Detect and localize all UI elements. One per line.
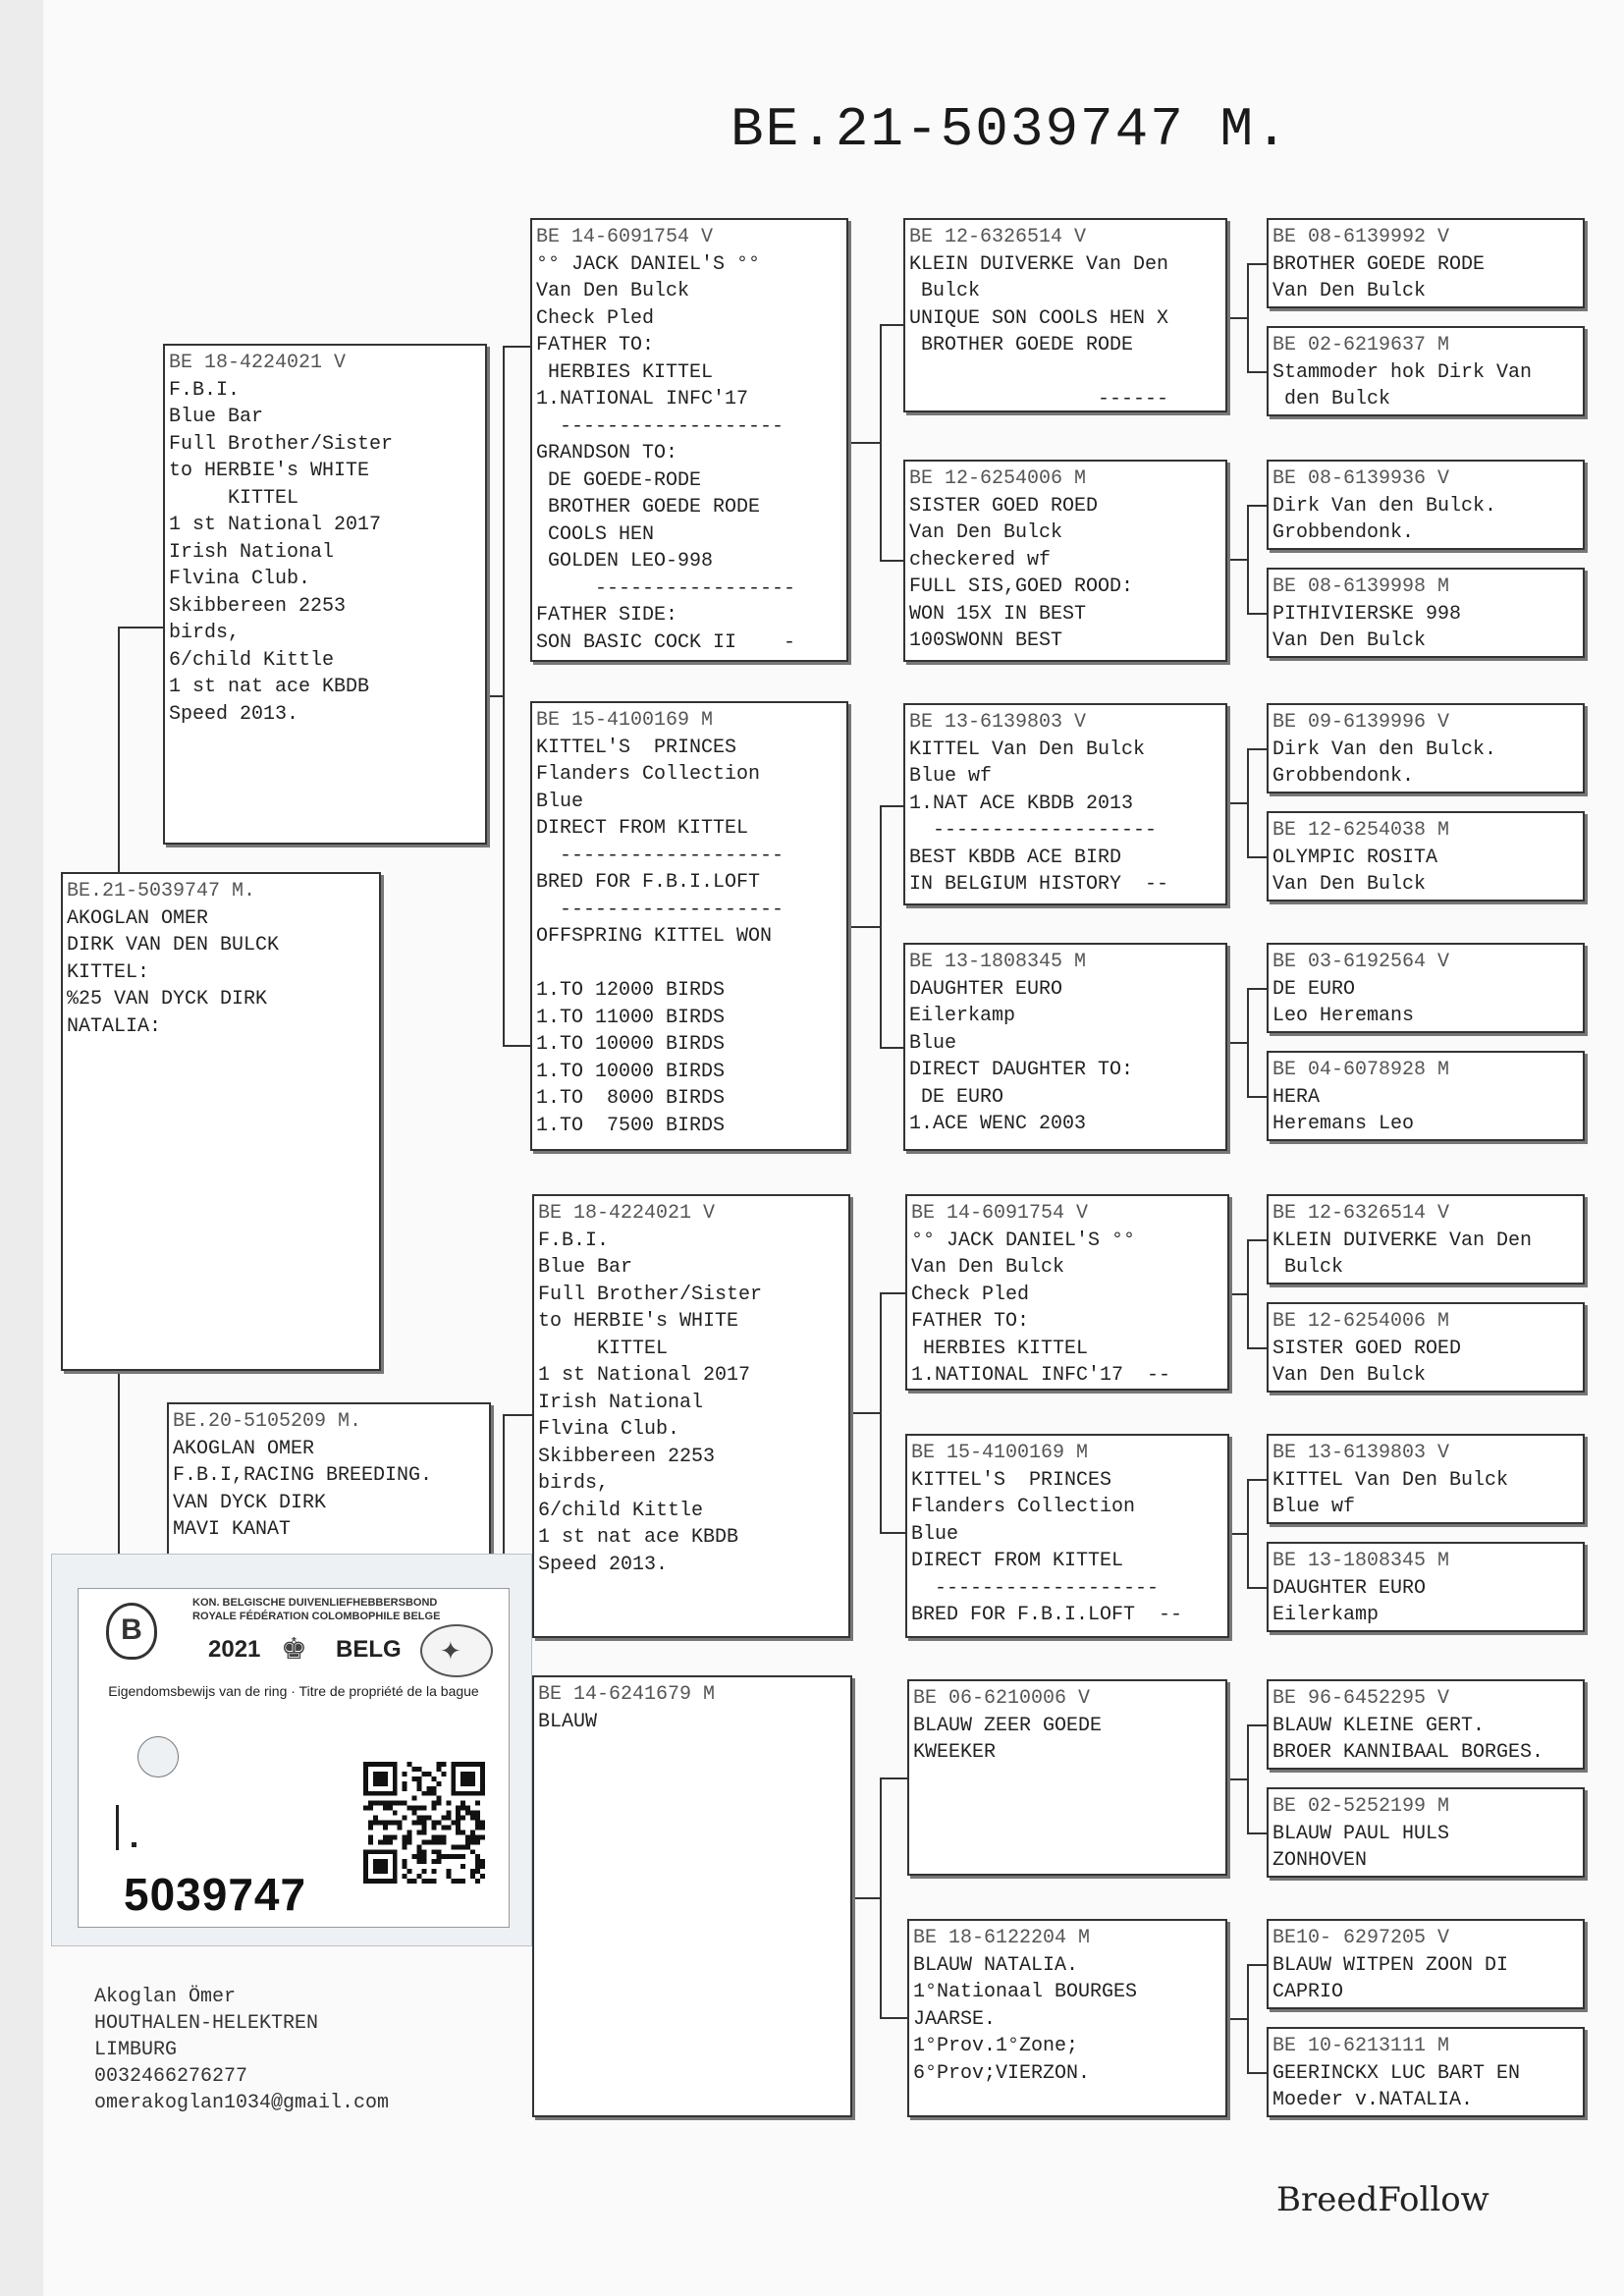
pigeon-info-line: KITTEL Van Den Bulck (909, 738, 1146, 761)
pigeon-info-line: BLAUW ZEER GOEDE (913, 1714, 1103, 1737)
ring-number-text: BE 12-6254006 M (1272, 1310, 1450, 1333)
connector-line (1247, 1479, 1249, 1587)
pigeon-info-line: AKOGLAN OMER (67, 906, 209, 930)
owner-name: Akoglan Ömer (94, 1986, 237, 2008)
pigeon-info-line: 6/child Kittle (538, 1499, 704, 1522)
pigeon-info-line: PITHIVIERSKE 998 (1272, 602, 1462, 626)
pigeon-card-gen5-11 (1267, 1434, 1585, 1524)
pigeon-info-line: GEERINCKX LUC BART EN (1272, 2061, 1521, 2085)
qr-code-icon (363, 1762, 485, 1884)
connector-line (880, 324, 882, 560)
ring-number-text: BE 09-6139996 V (1272, 711, 1450, 734)
connector-line (503, 346, 530, 348)
punch-hole (137, 1736, 179, 1777)
connector-line (880, 2017, 907, 2019)
pigeon-info-line: NATALIA: (67, 1014, 162, 1038)
ring-country: BELG (336, 1636, 402, 1663)
pigeon-info-line: KITTEL'S PRINCES (536, 736, 737, 759)
pigeon-info-line: DE GOEDE-RODE (536, 468, 702, 492)
ring-number-text: BE 96-6452295 V (1272, 1687, 1450, 1710)
pigeon-info-line: ------------------- (911, 1576, 1160, 1600)
pigeon-info-line: Skibbereen 2253 (169, 594, 347, 618)
pigeon-info-line: BROER KANNIBAAL BORGES. (1272, 1741, 1544, 1764)
ring-number: 5039747 (124, 1869, 307, 1920)
pigeon-info-line (909, 359, 1221, 387)
pigeon-card-ggp-5 (905, 1194, 1229, 1391)
pigeon-info-line: UNIQUE SON COOLS HEN X (909, 306, 1169, 330)
pigeon-info-line: 1°Nationaal BOURGES (913, 1981, 1138, 2003)
pigeon-info-line: Stammoder hok Dirk Van (1272, 360, 1533, 384)
pigeon-info-line: DAUGHTER EURO (1272, 1576, 1427, 1600)
ring-number-text: BE 12-6326514 V (1272, 1202, 1450, 1225)
pigeon-card-gen5-6 (1267, 811, 1585, 902)
pigeon-info-line: ------------------- (536, 898, 785, 921)
kbdb-logo-icon: B (106, 1603, 157, 1660)
pigeon-info-line: 1.TO 7500 BIRDS (536, 1114, 726, 1137)
pigeon-info-line: Blue (536, 790, 584, 813)
pigeon-info-line: Blue (911, 1522, 959, 1546)
ring-number-text: BE 14-6091754 V (536, 226, 714, 248)
pigeon-info-line: KLEIN DUIVERKE Van Den (909, 252, 1169, 276)
pigeon-info-line: Van Den Bulck (1272, 280, 1427, 302)
pigeon-card-gen5-4 (1267, 568, 1585, 658)
pigeon-info-line: Moeder v.NATALIA. (1272, 2089, 1474, 2111)
pigeon-info-line: 1.NATIONAL INFC'17 (536, 388, 749, 410)
pigeon-info-line: KITTEL'S PRINCES (911, 1468, 1112, 1492)
pigeon-info-line: BRED FOR F.B.I.LOFT (536, 871, 761, 894)
connector-line (880, 1292, 882, 1532)
pigeon-info-line: 1.ACE WENC 2003 (909, 1113, 1087, 1135)
pigeon-info-line: %25 VAN DYCK DIRK (67, 988, 268, 1011)
owner-phone: 0032466276277 (94, 2065, 248, 2088)
connector-line (1247, 748, 1267, 750)
connector-line (1227, 559, 1247, 561)
pigeon-info-line: DAUGHTER EURO (909, 977, 1063, 1001)
pigeon-info-line: KWEEKER (913, 1741, 997, 1764)
pigeon-info-line: HERBIES KITTEL (911, 1337, 1089, 1360)
ring-number-text: BE 15-4100169 M (536, 709, 714, 732)
pigeon-info-line: Dirk Van den Bulck. (1272, 494, 1497, 518)
pigeon-card-gen5-3 (1267, 460, 1585, 550)
pigeon-info-line: BLAUW NATALIA. (913, 1953, 1079, 1977)
connector-line (487, 695, 503, 697)
ring-number-text: BE 18-6122204 M (913, 1927, 1091, 1949)
pigeon-info-line: BLAUW (538, 1710, 598, 1733)
ring-number-text: BE 12-6254038 M (1272, 819, 1450, 842)
pigeon-info-line: 1.TO 8000 BIRDS (536, 1087, 726, 1110)
ring-number-text: BE 14-6241679 M (538, 1683, 716, 1706)
pigeon-info-line: °° JACK DANIEL'S °° (536, 252, 761, 276)
page-title: BE.21-5039747 M. (731, 98, 1290, 161)
pigeon-card-sire (163, 344, 487, 845)
connector-line (1247, 988, 1249, 1096)
pigeon-info-line: Flvina Club. (538, 1418, 680, 1441)
connector-line (880, 1292, 905, 1294)
pigeon-info-line: °° JACK DANIEL'S °° (911, 1229, 1136, 1252)
ring-number-text: BE 12-6254006 M (909, 467, 1087, 490)
owner-province: LIMBURG (94, 2039, 178, 2061)
connector-line (118, 627, 120, 872)
connector-line (1227, 802, 1247, 804)
ring-number-text: BE 18-4224021 V (538, 1202, 716, 1225)
pigeon-info-line: to HERBIE's WHITE (169, 460, 370, 482)
pigeon-info-line: OFFSPRING KITTEL WON (536, 925, 773, 948)
connector-line (1247, 1239, 1249, 1347)
pigeon-info-line: BEST KBDB ACE BIRD (909, 846, 1122, 869)
pigeon-info-line: Speed 2013. (169, 702, 299, 726)
pigeon-info-line: 1.NAT ACE KBDB 2013 (909, 792, 1134, 815)
pigeon-info-line: F.B.I. (538, 1229, 610, 1252)
pigeon-info-line: KITTEL (169, 486, 299, 510)
pigeon-info-line: Flanders Collection (536, 763, 761, 786)
connector-line (1247, 371, 1267, 373)
pigeon-card-sire-dam (530, 701, 848, 1151)
pigeon-info-line: FULL SIS,GOED ROOD: (909, 575, 1134, 598)
connector-line (1247, 856, 1267, 858)
pigeon-info-line: FATHER TO: (911, 1310, 1030, 1333)
connector-line (880, 1532, 905, 1534)
pigeon-info-line: 1.TO 10000 BIRDS (536, 1033, 726, 1056)
pigeon-info-line: Dirk Van den Bulck. (1272, 738, 1497, 761)
pigeon-card-gen5-2 (1267, 326, 1585, 416)
ring-number-text: BE 13-1808345 M (1272, 1550, 1450, 1572)
pigeon-info-line: Skibbereen 2253 (538, 1445, 716, 1468)
pigeon-card-sire-sire (530, 218, 848, 662)
connector-line (1229, 1533, 1247, 1535)
pigeon-info-line: 1.TO 10000 BIRDS (536, 1060, 726, 1083)
pigeon-info-line: birds, (169, 622, 241, 644)
ring-number-text: BE 14-6091754 V (911, 1202, 1089, 1225)
ring-number-text: BE.20-5105209 M. (173, 1410, 362, 1433)
connector-line (880, 1777, 907, 1779)
ring-number-text: BE 02-6219637 M (1272, 334, 1450, 356)
crown-icon: ♚ (281, 1633, 307, 1666)
pigeon-info-line: BLAUW PAUL HULS (1272, 1822, 1450, 1845)
ring-number-text: BE 15-4100169 M (911, 1442, 1089, 1464)
fci-globe-logo-icon (420, 1624, 493, 1677)
connector-line (1247, 1239, 1267, 1241)
pigeon-info-line: BROTHER GOEDE RODE (1272, 252, 1486, 276)
pigeon-info-line: Eilerkamp (909, 1005, 1016, 1027)
connector-line (1227, 1778, 1247, 1780)
connector-line (1247, 1964, 1249, 2072)
pigeon-info-line: Blue (909, 1031, 957, 1055)
pigeon-info-line: Blue wf (1272, 1496, 1356, 1518)
pigeon-info-line: 1.TO 11000 BIRDS (536, 1006, 726, 1029)
pigeon-info-line: Leo Heremans (1272, 1005, 1415, 1027)
pigeon-info-line: Grobbendonk. (1272, 521, 1415, 544)
pigeon-card-ggp-8 (907, 1919, 1227, 2117)
connector-line (880, 805, 903, 807)
pigeon-info-line: F.B.I. (169, 378, 241, 402)
connector-line (118, 1371, 120, 1554)
pigeon-info-line: 1 st National 2017 (538, 1364, 751, 1387)
pigeon-info-line: GRANDSON TO: (536, 442, 678, 465)
pigeon-info-line: Heremans Leo (1272, 1113, 1415, 1135)
pigeon-info-line: DIRECT FROM KITTEL (536, 817, 749, 840)
pigeon-info-line: KLEIN DUIVERKE Van Den (1272, 1229, 1533, 1252)
mark-dot (132, 1842, 136, 1847)
pigeon-info-line: JAARSE. (913, 2007, 997, 2031)
pigeon-info-line: Blue Bar (538, 1256, 633, 1279)
pigeon-card-gen5-15 (1267, 1919, 1585, 2009)
pigeon-info-line: KITTEL (538, 1337, 669, 1360)
pigeon-info-line: 100SWONN BEST (909, 629, 1063, 652)
ring-number-text: BE 13-6139803 V (1272, 1442, 1450, 1464)
pigeon-info-line: Bulck (1272, 1256, 1344, 1279)
pigeon-card-dam-ring (167, 1402, 491, 1561)
pigeon-info-line: to HERBIE's WHITE (538, 1310, 739, 1333)
pigeon-info-line: KITTEL: (67, 960, 150, 984)
pigeon-card-gen5-13 (1267, 1679, 1585, 1770)
pigeon-info-line: WON 15X IN BEST (909, 602, 1087, 626)
pigeon-info-line: Full Brother/Sister (169, 432, 394, 456)
connector-line (880, 805, 882, 1047)
pigeon-info-line: AKOGLAN OMER (173, 1437, 315, 1460)
connector-line (848, 442, 880, 444)
connector-line (880, 560, 903, 562)
pigeon-info-line: ------------------- (909, 819, 1158, 842)
pigeon-info-line: ------ (909, 388, 1169, 410)
connector-line (1247, 1964, 1267, 1966)
pigeon-info-line: BROTHER GOEDE RODE (536, 496, 761, 519)
connector-line (1227, 2018, 1247, 2020)
pigeon-info-line: ----------------- (536, 576, 796, 600)
ring-year: 2021 (208, 1636, 261, 1663)
mark-line (116, 1805, 119, 1850)
connector-line (1227, 1042, 1247, 1044)
ring-number-text: BE 02-5252199 M (1272, 1795, 1450, 1818)
connector-line (1247, 1724, 1267, 1726)
ring-number-text: BE 03-6192564 V (1272, 951, 1450, 973)
pigeon-card-ggp-1 (903, 218, 1227, 412)
connector-line (1227, 317, 1247, 319)
connector-line (880, 324, 903, 326)
pigeon-info-line: 1 st National 2017 (169, 514, 382, 536)
pigeon-card-gen5-1 (1267, 218, 1585, 308)
connector-line (503, 1045, 530, 1047)
connector-line (1247, 748, 1249, 856)
pigeon-info-line: Speed 2013. (538, 1553, 669, 1576)
connector-line (1247, 1347, 1267, 1349)
connector-line (1247, 2072, 1267, 2074)
connector-line (1229, 1293, 1247, 1295)
pigeon-info-line: ------------------- (536, 844, 785, 867)
pigeon-info-line: ZONHOVEN (1272, 1849, 1368, 1872)
pigeon-card-dam-sire (532, 1194, 850, 1638)
connector-line (1247, 1832, 1267, 1834)
pigeon-info-line: DIRK VAN DEN BULCK (67, 934, 280, 957)
pigeon-card-gen5-14 (1267, 1787, 1585, 1878)
pigeon-card-ggp-2 (903, 460, 1227, 662)
pigeon-info-line: 1°Prov.1°Zone; (913, 2035, 1079, 2057)
pigeon-info-line: Van Den Bulck (536, 280, 690, 302)
pigeon-info-line: BLAUW WITPEN ZOON DI (1272, 1953, 1509, 1977)
ring-ownership-card (51, 1554, 532, 1946)
pigeon-info-line: Irish National (538, 1391, 704, 1414)
pigeon-info-line: birds, (538, 1472, 610, 1495)
pigeon-info-line: F.B.I,RACING BREEDING. (173, 1464, 433, 1487)
pigeon-info-line: FATHER TO: (536, 334, 655, 356)
pigeon-card-ggp-7 (907, 1679, 1227, 1876)
pigeon-info-line: Irish National (169, 540, 335, 564)
pigeon-icon: ✦ (440, 1636, 461, 1666)
pigeon-info-line: Check Pled (536, 306, 655, 330)
pigeon-info-line: Van Den Bulck (1272, 1364, 1427, 1387)
pigeon-card-gen5-7 (1267, 943, 1585, 1033)
pigeon-info-line: Van Den Bulck (1272, 629, 1427, 652)
ring-number-text: BE 12-6326514 V (909, 226, 1087, 248)
pigeon-info-line: SISTER GOED ROED (909, 494, 1099, 518)
pigeon-info-line: DE EURO (1272, 977, 1356, 1001)
connector-line (850, 1412, 880, 1414)
connector-line (852, 1897, 880, 1899)
connector-line (1247, 1724, 1249, 1832)
pigeon-info-line: SON BASIC COCK II - (536, 630, 796, 654)
pigeon-info-line: GOLDEN LEO-998 (536, 550, 714, 573)
connector-line (1247, 505, 1267, 507)
pigeon-card-ggp-6 (905, 1434, 1229, 1638)
pigeon-info-line: IN BELGIUM HISTORY -- (909, 873, 1169, 896)
pigeon-info-line: COOLS HEN (536, 522, 655, 546)
pigeon-card-ggp-4 (903, 943, 1227, 1151)
connector-line (1247, 1587, 1267, 1589)
pigeon-card-gen5-5 (1267, 703, 1585, 793)
connector-line (1247, 613, 1267, 615)
connector-line (1247, 505, 1249, 613)
ring-number-text: BE 13-6139803 V (909, 711, 1087, 734)
connector-line (1247, 263, 1267, 265)
pigeon-info-line: Grobbendonk. (1272, 765, 1415, 788)
pigeon-info-line: 1 st nat ace KBDB (169, 676, 370, 698)
pigeon-info-line: Van Den Bulck (1272, 873, 1427, 896)
pigeon-info-line: Van Den Bulck (911, 1256, 1065, 1279)
pigeon-card-gen5-10 (1267, 1302, 1585, 1393)
ring-number-text: BE10- 6297205 V (1272, 1927, 1450, 1949)
connector-line (118, 627, 163, 629)
pigeon-info-line: Van Den Bulck (909, 521, 1063, 544)
connector-line (848, 926, 880, 928)
pigeon-info-line: Blue Bar (169, 406, 264, 428)
pigeon-info-line (536, 951, 842, 978)
connector-line (1247, 263, 1249, 371)
owner-email: omerakoglan1034@gmail.com (94, 2092, 390, 2114)
scan-edge (0, 0, 43, 2296)
pigeon-info-line: Bulck (909, 280, 981, 302)
pigeon-info-line: SISTER GOED ROED (1272, 1337, 1462, 1360)
pigeon-info-line: Check Pled (911, 1283, 1030, 1306)
pigeon-card-gen5-8 (1267, 1051, 1585, 1141)
pigeon-card-gen5-12 (1267, 1542, 1585, 1632)
pigeon-info-line: 6/child Kittle (169, 648, 335, 672)
pigeon-info-line: Flanders Collection (911, 1496, 1136, 1518)
ring-number-text: BE 13-1808345 M (909, 951, 1087, 973)
pigeon-info-line: HERBIES KITTEL (536, 360, 714, 384)
pigeon-info-line: OLYMPIC ROSITA (1272, 846, 1438, 869)
card-body (78, 1588, 510, 1928)
pigeon-info-line: BLAUW KLEINE GERT. (1272, 1714, 1486, 1737)
ring-number-text: BE 04-6078928 M (1272, 1059, 1450, 1081)
breedfollow-brand: BreedFollow (1276, 2180, 1489, 2219)
pigeon-info-line: VAN DYCK DIRK (173, 1491, 327, 1514)
connector-line (880, 1777, 882, 2017)
pigeon-info-line: BROTHER GOEDE RODE (909, 334, 1134, 356)
ring-number-text: BE.21-5039747 M. (67, 880, 256, 902)
ring-number-text: BE 08-6139992 V (1272, 226, 1450, 248)
connector-line (880, 1047, 903, 1049)
pigeon-info-line: DE EURO (909, 1085, 1004, 1109)
ring-number-text: BE 08-6139998 M (1272, 575, 1450, 598)
pigeon-info-line: 1.NATIONAL INFC'17 -- (911, 1364, 1171, 1387)
pigeon-info-line: 6°Prov;VIERZON. (913, 2061, 1091, 2085)
pigeon-card-gen5-9 (1267, 1194, 1585, 1285)
pigeon-card-dam-dam (532, 1675, 852, 2117)
pigeon-card-ggp-3 (903, 703, 1227, 905)
pigeon-card-gen5-16 (1267, 2027, 1585, 2117)
ring-number-text: BE 10-6213111 M (1272, 2035, 1450, 2057)
pigeon-info-line: Eilerkamp (1272, 1604, 1380, 1626)
pigeon-info-line: CAPRIO (1272, 1981, 1344, 2003)
pigeon-info-line: DIRECT FROM KITTEL (911, 1550, 1124, 1572)
pigeon-info-line: Full Brother/Sister (538, 1283, 763, 1306)
connector-line (1247, 988, 1267, 990)
owner-contact (94, 1984, 389, 2116)
pigeon-info-line: HERA (1272, 1085, 1321, 1109)
pigeon-info-line: checkered wf (909, 548, 1052, 572)
pigeon-info-line: FATHER SIDE: (536, 604, 678, 627)
connector-line (1247, 1096, 1267, 1098)
pigeon-info-line: 1 st nat ace KBDB (538, 1526, 739, 1549)
connector-line (503, 1414, 532, 1416)
pigeon-info-line: Flvina Club. (169, 568, 311, 590)
ring-number-text: BE 08-6139936 V (1272, 467, 1450, 490)
org-name-fr: ROYALE FÉDÉRATION COLOMBOPHILE BELGE (192, 1611, 441, 1622)
pigeon-card-main (61, 872, 381, 1371)
ring-number-text: BE 06-6210006 V (913, 1687, 1091, 1710)
ring-number-text: BE 18-4224021 V (169, 352, 347, 374)
pigeon-info-line: BRED FOR F.B.I.LOFT -- (911, 1604, 1183, 1626)
connector-line (1247, 1479, 1267, 1481)
pigeon-info-line: Blue wf (909, 765, 993, 788)
owner-city: HOUTHALEN-HELEKTREN (94, 2012, 319, 2035)
ownership-caption: Eigendomsbewijs van de ring · Titre de propriété de la bague (108, 1683, 479, 1699)
pigeon-info-line: 1.TO 12000 BIRDS (536, 979, 726, 1002)
pigeon-info-line: DIRECT DAUGHTER TO: (909, 1059, 1134, 1081)
pigeon-info-line: KITTEL Van Den Bulck (1272, 1468, 1509, 1492)
pigeon-info-line: den Bulck (1272, 388, 1391, 410)
connector-line (503, 346, 505, 1045)
pigeon-info-line: MAVI KANAT (173, 1518, 292, 1541)
org-name-nl: KON. BELGISCHE DUIVENLIEFHEBBERSBOND (192, 1597, 438, 1609)
pigeon-info-line: ------------------- (536, 414, 785, 438)
